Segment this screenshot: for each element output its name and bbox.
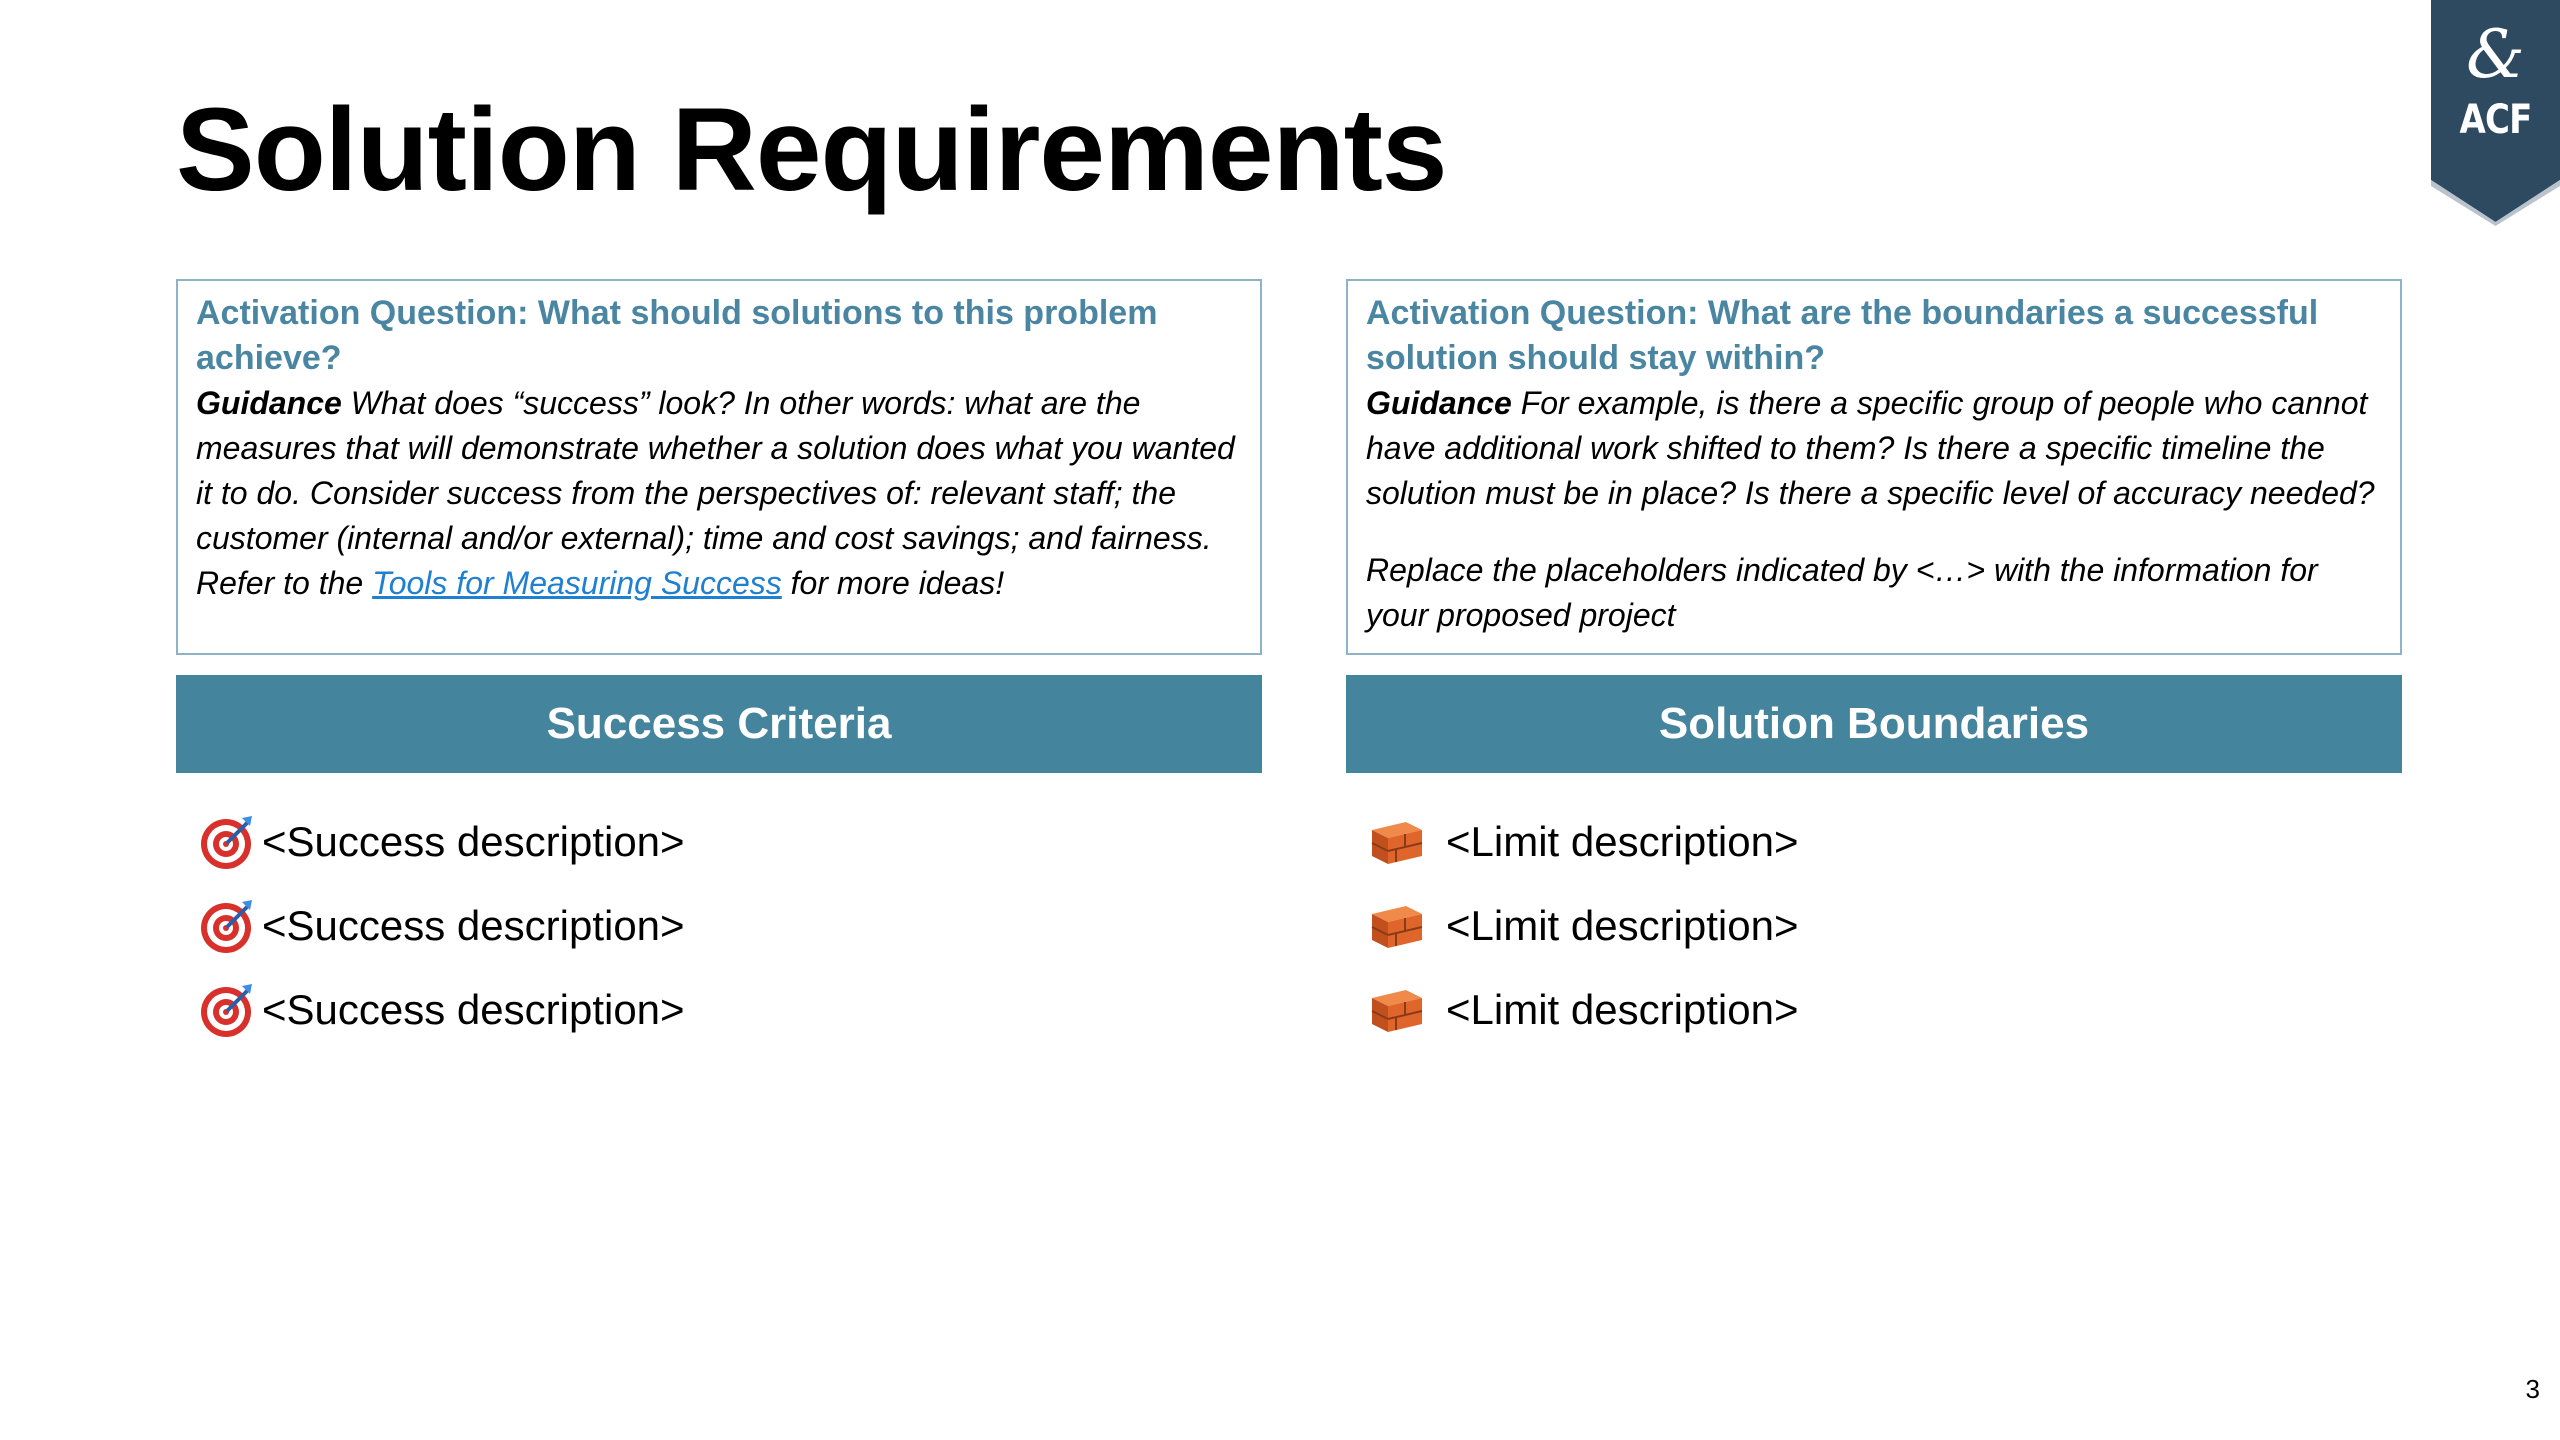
list-item [196,968,685,1052]
success-criteria-header: Success Criteria [176,675,1262,773]
solution-boundaries-list [1366,800,1799,1052]
target-icon [196,896,256,956]
list-item [1366,968,1799,1052]
limit-description[interactable]: <Limit description> [1446,986,1799,1033]
guidance-end: for more ideas! [781,565,1005,601]
page-number: 3 [2525,1374,2540,1404]
activation-question: Activation Question: What are the boundaries a successful solution should stay within? [1366,294,2319,377]
limit-description[interactable]: <Limit description> [1446,902,1799,949]
solution-boundaries-header: Solution Boundaries [1346,675,2402,773]
guidance-body: For example, is there a specific group of people who cannot have additional work shifted to them? Is there a specific timeline the solution must be in place? Is there a specific level of accuracy needed? [1366,385,2375,511]
logo-text: ACF [2459,97,2532,143]
success-criteria-list [196,800,685,1052]
limit-description[interactable]: <Limit description> [1446,818,1799,865]
brick-icon [1366,812,1426,872]
guidance-label: Guidance [1366,385,1512,421]
list-item [1366,800,1799,884]
ampersand-icon: & [2466,16,2525,93]
target-icon [196,812,256,872]
acf-logo [2431,0,2560,226]
success-description[interactable]: <Success description> [262,986,685,1033]
page-title: Solution Requirements [176,84,1447,216]
list-item [1366,884,1799,968]
brick-icon [1366,980,1426,1040]
success-description[interactable]: <Success description> [262,902,685,949]
activation-box-success [176,279,1262,655]
placeholder-note: Replace the placeholders indicated by <…> with the information for your proposed project [1366,552,2318,633]
target-icon [196,980,256,1040]
success-description[interactable]: <Success description> [262,818,685,865]
guidance-text [196,381,1242,606]
guidance-text [1366,381,2382,516]
list-item [196,800,685,884]
activation-question: Activation Question: What should solutions to this problem achieve? [196,294,1158,377]
tools-for-measuring-success-link[interactable]: Tools for Measuring Success [372,565,782,601]
brick-icon [1366,896,1426,956]
activation-box-boundaries [1346,279,2402,655]
guidance-label: Guidance [196,385,342,421]
list-item [196,884,685,968]
guidance-body: What does “success” look? In other words: what are the measures that will demonstrate whether a solution does what you wanted it to do. Consider success from the perspectives of: relevant staff; the customer (internal and/or external); time and cost savings; and fairness. Refer to the [196,385,1235,601]
